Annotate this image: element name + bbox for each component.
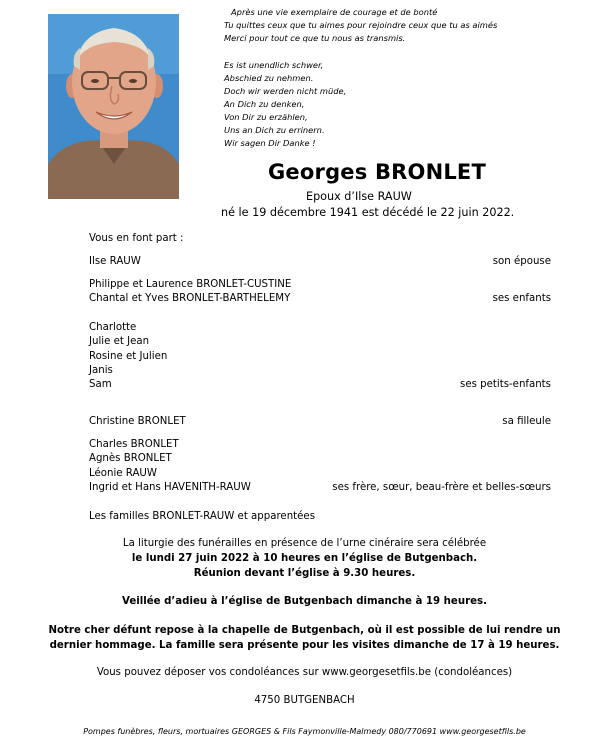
spouse-line: Epoux d’Ilse RAUW (306, 190, 412, 203)
family-sibling-name: Charles BRONLET (89, 439, 179, 450)
poem-line: Es ist unendlich schwer, (224, 60, 324, 70)
rest-line: dernier hommage. La famille sera présente pour les visites dimanche de 17 à 19 heures. (49, 640, 560, 651)
family-families-line: Les familles BRONLET-RAUW et apparentées (89, 511, 315, 522)
family-child-name: Chantal et Yves BRONLET-BARTHELEMY (89, 293, 291, 304)
poem-line: Merci pour tout ce que tu nous as transmis. (224, 33, 406, 43)
family-grandchild-name: Julie et Jean (89, 336, 150, 347)
family-grandchildren-role: ses petits-enfants (460, 379, 551, 390)
poem-line: Tu quittes ceux que tu aimes pour rejoindre ceux que tu as aimés (224, 20, 498, 30)
portrait-photo (48, 14, 179, 199)
family-spouse-role: son épouse (492, 256, 551, 267)
poem-line: An Dich zu denken, (224, 99, 305, 109)
dates-line: né le 19 décembre 1941 est décédé le 22 juin 2022. (221, 206, 515, 219)
poem-line: Uns an Dich zu errinern. (224, 125, 325, 135)
family-sibling-name: Ingrid et Hans HAVENITH-RAUW (89, 482, 251, 493)
vigil-line: Veillée d’adieu à l’église de Butgenbach dimanche à 19 heures. (122, 596, 487, 607)
family-spouse-name: Ilse RAUW (89, 256, 141, 267)
condolences-line: Vous pouvez déposer vos condoléances sur www.georgesetfils.be (condoléances) (96, 667, 513, 678)
ceremony-line: La liturgie des funérailles en présence de l’urne cinéraire sera célébrée (122, 538, 487, 549)
poem-line: Abschied zu nehmen. (224, 73, 314, 83)
family-sibling-name: Agnès BRONLET (89, 453, 172, 464)
family-grandchild-name: Charlotte (89, 322, 137, 333)
family-grandchild-name: Rosine et Julien (89, 351, 168, 362)
poem-german (224, 59, 346, 150)
family-siblings-role: ses frère, sœur, beau-frère et belles-sœurs (332, 482, 551, 493)
poem-line: Après une vie exemplaire de courage et de bonté (231, 7, 438, 17)
ceremony-line-bold: Réunion devant l’église à 9.30 heures. (193, 568, 416, 579)
family-children-role: ses enfants (492, 293, 551, 304)
deceased-name: Georges BRONLET (268, 160, 487, 184)
poem-french (224, 6, 497, 45)
poem-line: Wir sagen Dir Danke ! (224, 138, 316, 148)
family-goddaughter-name: Christine BRONLET (89, 416, 186, 427)
family-grandchild-name: Janis (89, 365, 113, 376)
intro-text: Vous en font part : (89, 233, 184, 244)
family-goddaughter-role: sa filleule (502, 416, 551, 427)
family-child-name: Philippe et Laurence BRONLET-CUSTINE (89, 279, 292, 290)
address-line: 4750 BUTGENBACH (254, 695, 355, 706)
footer-text: Pompes funèbres, fleurs, mortuaires GEORGES & Fils Faymonville-Malmedy 080/770691 www.georgesetfils.be (83, 727, 526, 736)
rest-line: Notre cher défunt repose à la chapelle de Butgenbach, où il est possible de lui rendre un (48, 625, 561, 636)
poem-line: Von Dir zu erzählen, (224, 112, 308, 122)
ceremony-line-bold: le lundi 27 juin 2022 à 10 heures en l’église de Butgenbach. (131, 553, 478, 564)
family-sibling-name: Léonie RAUW (89, 468, 157, 479)
family-grandchild-name: Sam (89, 379, 112, 390)
poem-line: Doch wir werden nicht müde, (224, 86, 347, 96)
